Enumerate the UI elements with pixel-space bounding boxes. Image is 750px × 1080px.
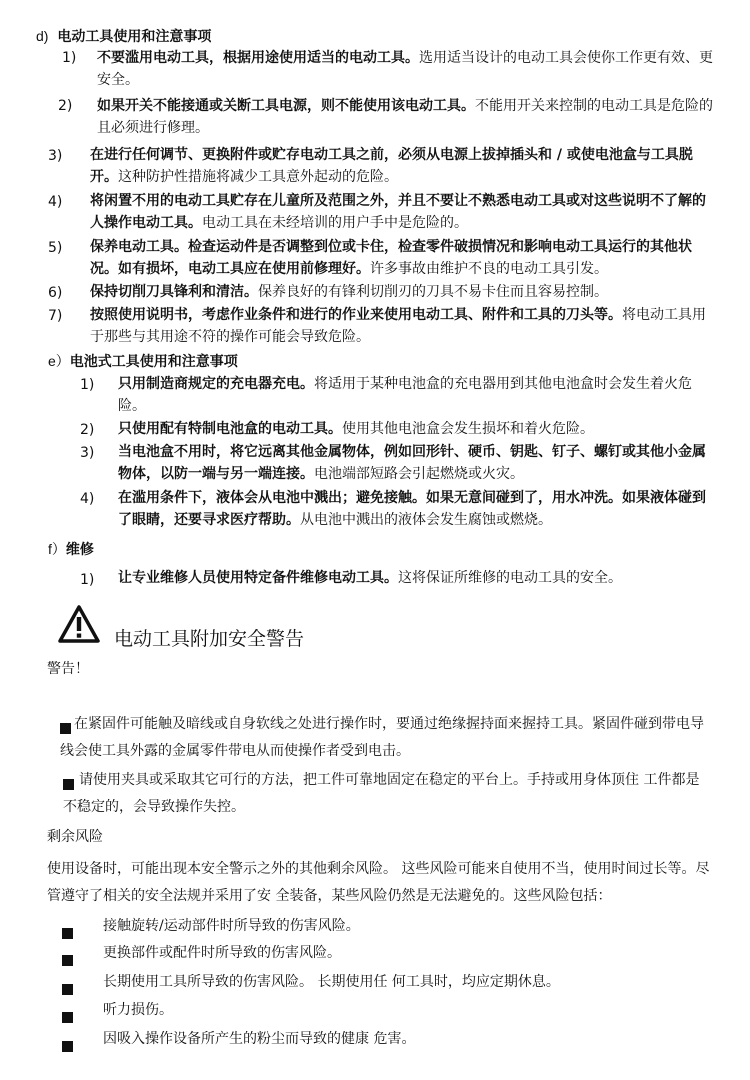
section-e-heading [48,351,238,371]
residual-item-2: 更换部件或配件时所导致的伤害风险。 [103,945,341,961]
e-item-1-num: 1) [80,377,95,393]
d-item-1-num: 1) [62,50,77,66]
residual-item-5: 因吸入操作设备所产生的粉尘而导致的健康 危害。 [103,1031,416,1047]
e-item-3-rest: 电池端部短路会引起燃烧或火灾。 [314,466,524,482]
e-item-4-bold: 在滥用条件下，液体会从电池中溅出；避免接触。如果无意间碰到了，用水冲洗。如果液体碰到了眼睛，还要寻求医疗帮助。 [118,490,706,528]
e-item-4 [118,487,716,531]
bullet-square-icon [62,980,73,999]
e-item-1-bold: 只用制造商规定的充电器充电。 [118,376,314,392]
bullet-1: 在紧固件可能触及暗线或自身软线之处进行操作时，要通过绝缘握持面来握持工具。紧固件碰到带电导线会使工具外露的金属零件带电从而使操作者受到电击。 [60,716,704,759]
d-item-2-rest: 不能用开关来控制的电动工具是危险的且必须进行修理。 [97,98,713,136]
d-item-4-rest: 电动工具在未经培训的用户手中是危险的。 [202,215,468,231]
d-item-6-num: 6) [48,285,63,301]
e-item-4-num: 4) [80,491,95,507]
d-item-7-bold: 按照使用说明书，考虑作业条件和进行的作业来使用电动工具、附件和工具的刀头等。 [90,307,622,323]
d-item-7 [90,304,715,348]
section-e-label: e） [48,353,70,369]
d-item-5-num: 5) [48,240,63,256]
bullet-square-icon [62,1008,73,1027]
d-item-6 [90,281,715,303]
e-item-2-num: 2) [80,422,95,438]
section-f-title: 维修 [65,542,94,558]
residual-item-4: 听力损伤。 [103,1002,173,1018]
bullet-square-icon [62,924,73,943]
e-item-2-bold: 只使用配有特制电池盒的电动工具。 [118,421,342,437]
section-d-title: 电动工具使用和注意事项 [57,29,212,45]
section-d-label: d) [36,28,49,44]
d-item-3 [90,144,715,188]
d-item-4-bold: 将闲置不用的电动工具贮存在儿童所及范围之外，并且不要让不熟悉电动工具或对这些说明不了解的人操作电动工具。 [90,193,706,231]
d-item-1-rest: 选用适当设计的电动工具会使你工作更有效、更安全。 [97,50,713,88]
e-item-1 [118,373,716,417]
d-item-5-rest: 许多事故由维护不良的电动工具引发。 [370,261,608,277]
e-item-4-rest: 从电池中溅出的液体会发生腐蚀或燃烧。 [300,512,552,528]
d-item-7-num: 7) [48,308,63,324]
residual-heading: 剩余风险 [47,829,103,845]
d-item-1-bold: 不要滥用电动工具，根据用途使用适当的电动工具。 [97,50,419,66]
d-item-6-rest: 保养良好的有锋利切削刃的刀具不易卡住而且容易控制。 [258,284,608,300]
warning-subtitle: 警告！ [47,661,89,677]
d-item-3-rest: 这种防护性措施将减少工具意外起动的危险。 [118,169,398,185]
d-item-6-bold: 保持切削刀具锋利和清洁。 [90,284,258,300]
bullet-square-icon [62,951,73,970]
d-item-2-num: 2) [58,98,73,114]
d-item-1 [97,47,717,91]
residual-paragraph: 使用设备时，可能出现本安全警示之外的其他剩余风险。 这些风险可能来自使用不当，使用时间过长等。尽管遵守了相关的安全法规并采用了安 全装备，某些风险仍然是无法避免的。这些风险包括： [47,861,710,904]
bullet-square-icon [62,1037,73,1056]
residual-item-3: 长期使用工具所导致的伤害风险。 长期使用任 何工具时，均应定期休息。 [103,974,560,990]
section-f-label: f） [48,541,66,557]
d-item-2 [97,95,717,139]
d-item-4 [90,190,715,234]
f-item-1-rest: 这将保证所维修的电动工具的安全。 [398,570,622,586]
f-item-1-num: 1) [80,572,95,588]
d-item-7-rest: 将电动工具用于那些与其用途不符的操作可能会导致危险。 [90,307,706,345]
d-item-3-num: 3) [48,148,63,164]
warning-triangle-icon [58,604,100,644]
d-item-5-bold: 保养电动工具。检查运动件是否调整到位或卡住，检查零件破损情况和影响电动工具运行的其他状况。如有损坏，电动工具应在使用前修理好。 [90,239,692,277]
bullet-2: 请使用夹具或采取其它可行的方法，把工件可靠地固定在稳定的平台上。手持或用身体顶住 工件都是不稳定的，会导致操作失控。 [63,772,700,815]
warning-title: 电动工具附加安全警告 [114,628,305,650]
d-item-5 [90,236,715,280]
d-item-2-bold: 如果开关不能接通或关断工具电源，则不能使用该电动工具。 [97,98,475,114]
residual-item-1: 接触旋转/运动部件时所导致的伤害风险。 [103,918,360,934]
f-item-1-bold: 让专业维修人员使用特定备件维修电动工具。 [118,570,398,586]
e-item-3-bold: 当电池盒不用时，将它远离其他金属物体，例如回形针、硬币、钥匙、钉子、螺钉或其他小金属物体，以防一端与另一端连接。 [118,444,706,482]
section-f-heading [48,539,94,559]
e-item-2-rest: 使用其他电池盒会发生损坏和着火危险。 [342,421,594,437]
e-item-3 [118,441,716,485]
e-item-2 [118,418,716,440]
e-item-1-rest: 将适用于某种电池盒的充电器用到其他电池盒时会发生着火危险。 [118,376,692,414]
e-item-3-num: 3) [80,445,95,461]
d-item-4-num: 4) [48,194,63,210]
section-d-heading [36,26,211,46]
d-item-3-bold: 在进行任何调节、更换附件或贮存电动工具之前，必须从电源上拔掉插头和 / 或使电池盒与工具脱开。 [90,147,693,185]
f-item-1 [118,567,716,589]
section-e-title: 电池式工具使用和注意事项 [69,354,238,370]
